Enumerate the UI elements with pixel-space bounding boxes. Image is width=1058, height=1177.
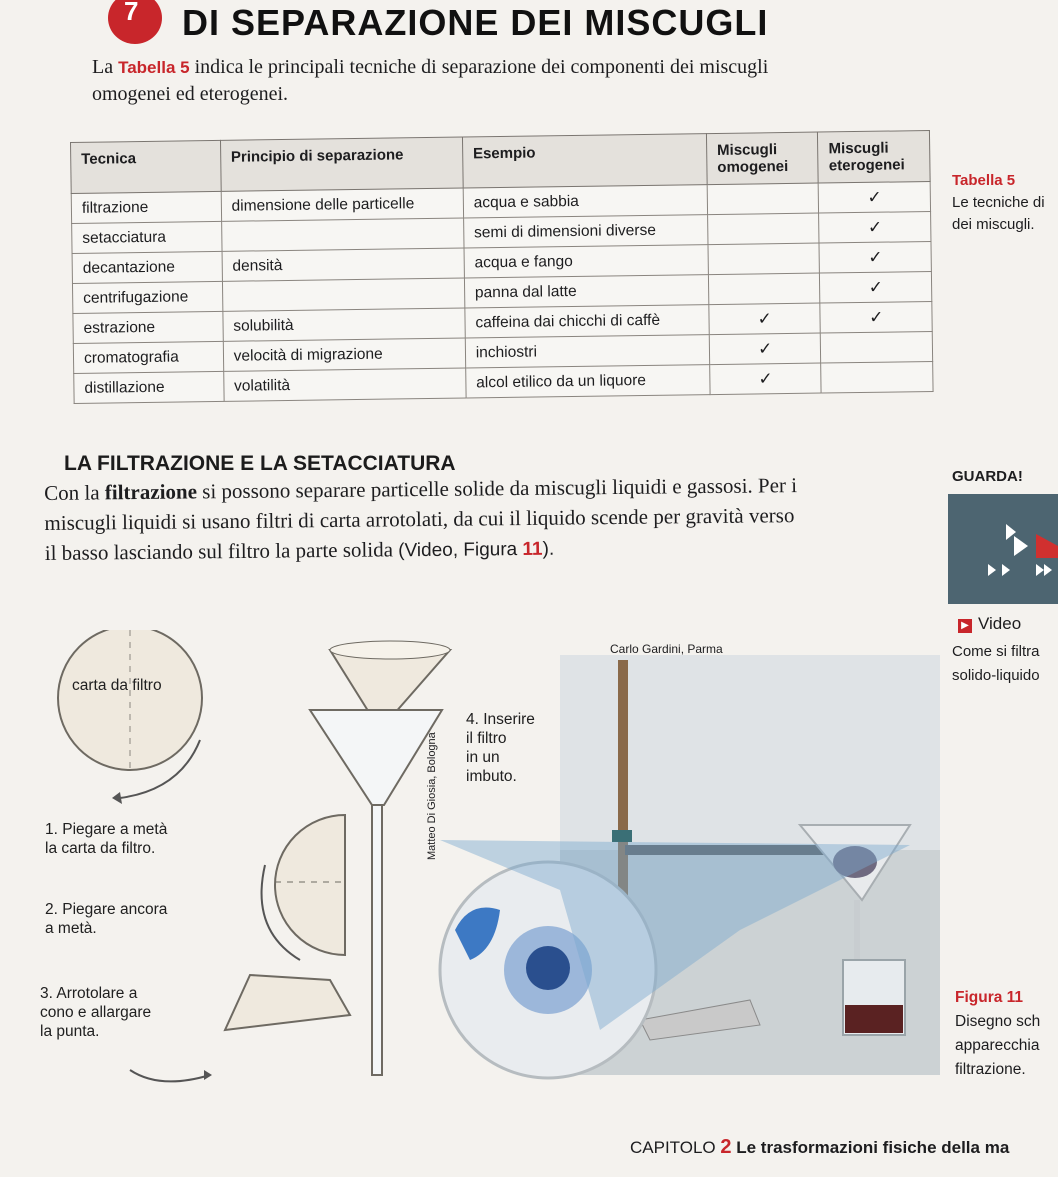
cell-esempio: acqua e fango (464, 245, 709, 278)
chapter-badge (108, 0, 162, 44)
step1-text: 1. Piegare a metà la carta da filtro. (45, 821, 168, 857)
video-thumbnail[interactable] (948, 494, 1058, 604)
label-filter-paper: carta da filtro (72, 677, 162, 694)
separation-techniques-table (70, 130, 934, 404)
cell-tecnica: setacciatura (72, 221, 222, 253)
cell-eterogenei (819, 181, 931, 213)
cell-omogenei (709, 333, 821, 365)
page-footer (630, 1136, 1009, 1159)
footer-chapter-number: 2 (720, 1136, 732, 1158)
guarda-label: GUARDA! (952, 468, 1023, 485)
header-eterogenei: Miscugli eterogenei (818, 130, 930, 183)
check-icon: ✓ (757, 308, 772, 328)
step4-text: 4. Inserire il filtro in un imbuto. (466, 711, 535, 785)
cell-esempio: panna dal latte (464, 275, 709, 308)
cell-esempio: caffeina dai chicchi di caffè (465, 305, 710, 338)
cell-tecnica: cromatografia (73, 341, 223, 373)
paper-cone (225, 975, 350, 1030)
intro-paragraph: La Tabella 5 indica le principali tecniche di separazione dei componenti dei miscugli omogenei ed eterogenei. (92, 56, 769, 105)
cell-omogenei (708, 273, 820, 305)
drawn-funnel (310, 710, 442, 805)
check-icon: ✓ (868, 307, 884, 327)
cell-omogenei (709, 303, 821, 335)
check-icon: ✓ (757, 338, 773, 358)
cell-omogenei (708, 213, 820, 245)
cell-esempio: inchiostri (465, 335, 710, 368)
check-icon: ✓ (868, 277, 884, 297)
cell-tecnica: distillazione (74, 371, 224, 403)
cell-esempio: semi di dimensioni diverse (463, 215, 708, 248)
play-icon: ▶ (958, 619, 972, 633)
video-description: Come si filtra solido-liquido (952, 643, 1040, 684)
cell-eterogenei (820, 301, 932, 333)
cell-esempio: acqua e sabbia (463, 185, 708, 218)
cell-principio (222, 278, 465, 311)
cell-eterogenei (821, 331, 933, 363)
table-caption-line1: Le tecniche di (952, 194, 1045, 211)
cell-omogenei (710, 363, 822, 395)
figure-caption-title: Figura 11 (955, 989, 1024, 1006)
play-arrows-icon (948, 494, 1058, 604)
cell-eterogenei (820, 271, 932, 303)
step2-text: 2. Piegare ancora a metà. (45, 901, 168, 937)
photo-credit: Carlo Gardini, Parma (610, 642, 723, 656)
cell-principio: dimensione delle particelle (221, 188, 464, 221)
chapter-badge-number: 7 (124, 0, 139, 26)
check-icon: ✓ (868, 247, 883, 267)
table-caption-title: Tabella 5 (952, 172, 1016, 189)
footer-chapter-title: Le trasformazioni fisiche della ma (736, 1138, 1010, 1157)
cell-principio: solubilità (223, 308, 466, 341)
cell-tecnica: centrifugazione (72, 281, 222, 313)
video-link[interactable]: ▶ Video (958, 614, 1021, 634)
page-title: DI SEPARAZIONE DEI MISCUGLI (182, 2, 769, 43)
header-esempio: Esempio (462, 134, 707, 188)
cell-tecnica: decantazione (72, 251, 222, 283)
cell-omogenei (707, 183, 819, 215)
cell-principio: densità (222, 248, 465, 281)
cell-principio (221, 218, 464, 251)
table-caption (952, 170, 1045, 236)
header-principio: Principio di separazione (220, 137, 463, 191)
filter-paper-circle (58, 630, 202, 770)
cell-principio: velocità di migrazione (223, 338, 466, 371)
header-omogenei: Miscugli omogenei (706, 132, 818, 185)
cell-omogenei (708, 243, 820, 275)
check-icon: ✓ (867, 187, 882, 207)
cell-principio: volatilità (223, 368, 466, 401)
figure-caption: Figura 11 Disegno sch apparecchia filtrazione. (955, 989, 1041, 1078)
figure-reference[interactable]: (Video, Figura 11). (398, 538, 555, 562)
table-caption-line2: dei miscugli. (952, 216, 1035, 233)
cell-eterogenei (819, 211, 931, 243)
section-paragraph: Con la filtrazione si possono separare particelle solide da miscugli liquidi e gassosi. Per i miscugli liquidi si usano filtri di carta arrotolati, da cui il liquido scende per gravità verso il basso lasciando sul filtro la parte solida (Video, Figura 11). (44, 473, 798, 565)
cell-eterogenei (821, 361, 933, 393)
table-reference[interactable]: Tabella 5 (118, 58, 190, 77)
cell-eterogenei (819, 241, 931, 273)
cell-esempio: alcol etilico da un liquore (466, 365, 711, 398)
arrow-step3 (130, 1070, 210, 1081)
term-filtrazione: filtrazione (104, 479, 198, 505)
check-icon: ✓ (867, 217, 883, 237)
cell-tecnica: filtrazione (71, 191, 221, 223)
drawing-credit: Matteo Di Giosia, Bologna (426, 732, 438, 860)
step3-text: 3. Arrotolare a cono e allargare la punta. (40, 985, 152, 1040)
half-circle-paper (275, 815, 345, 955)
section-title: LA FILTRAZIONE E LA SETACCIATURA (64, 452, 456, 475)
footer-chapter: CAPITOLO (630, 1138, 716, 1157)
header-tecnica: Tecnica (71, 140, 221, 193)
check-icon: ✓ (758, 368, 773, 388)
cell-tecnica: estrazione (73, 311, 223, 343)
